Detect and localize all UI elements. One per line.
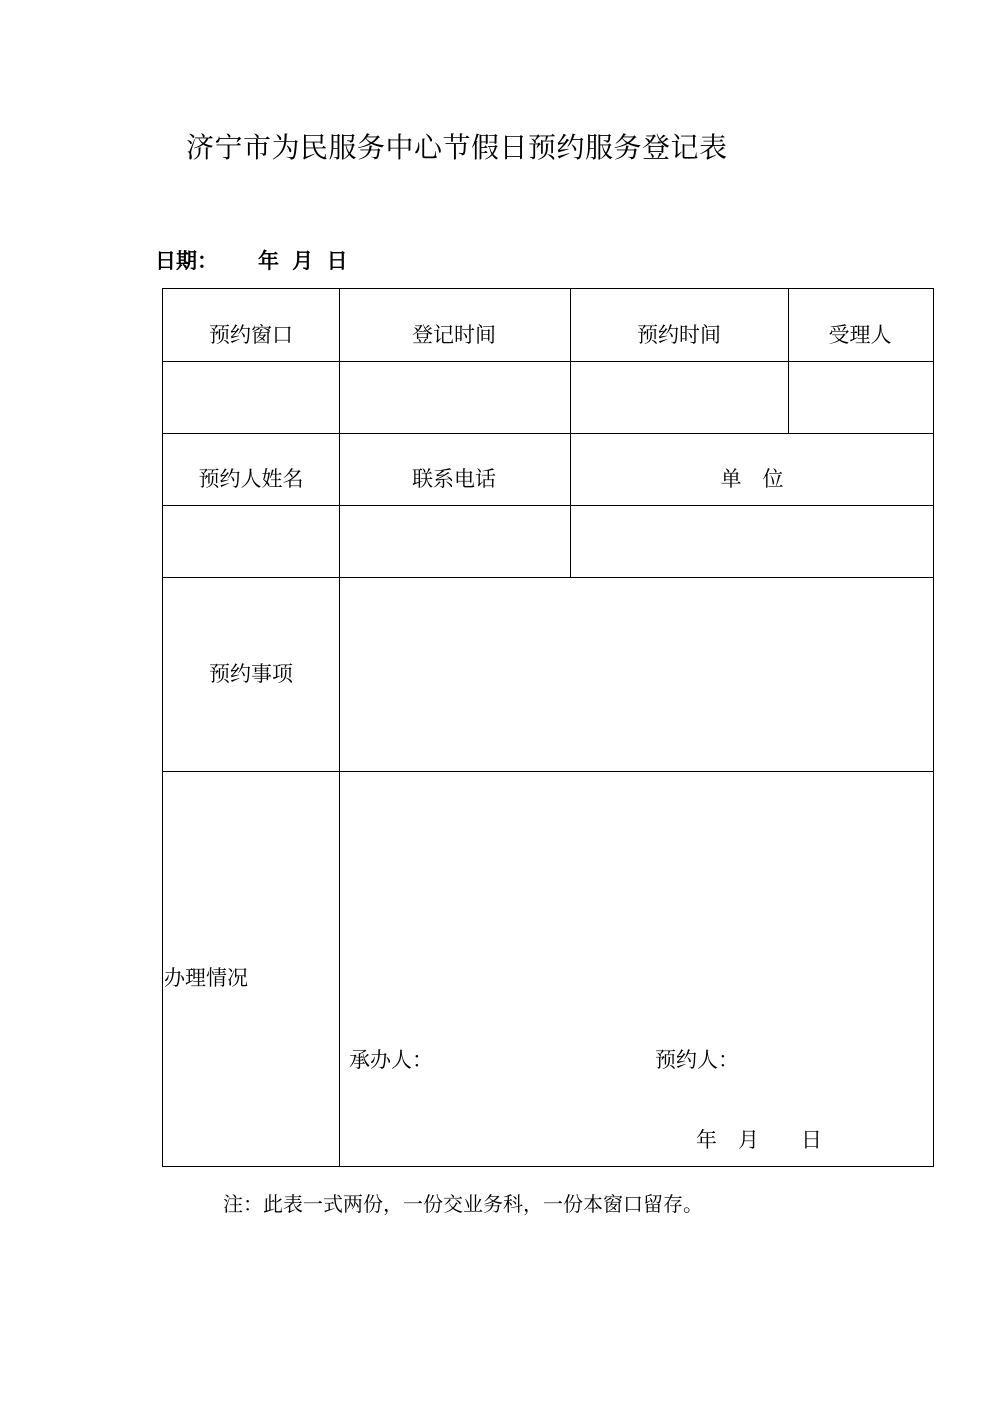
date-label: 日期： [155, 249, 218, 273]
input-register-time[interactable] [340, 362, 569, 432]
header-phone: 联系电话 [412, 467, 496, 491]
date-line [155, 246, 348, 276]
sign-date: 年 月 日 [696, 1128, 822, 1152]
input-matter[interactable] [340, 578, 932, 770]
input-handling[interactable] [340, 772, 932, 1032]
form-title: 济宁市为民服务中心节假日预约服务登记表 [186, 131, 728, 164]
undertaker-label: 承办人： [349, 1048, 433, 1072]
row-divider [163, 433, 933, 434]
date-value: 年 月 日 [258, 249, 348, 273]
input-window[interactable] [164, 362, 338, 432]
registration-form-table [162, 288, 934, 1167]
header-window: 预约窗口 [209, 323, 293, 347]
header-applicant-name: 预约人姓名 [198, 467, 304, 491]
footnote: 注：此表一式两份，一份交业务科，一份本窗口留存。 [223, 1192, 703, 1216]
input-handler[interactable] [789, 362, 932, 432]
header-handler: 受理人 [828, 323, 892, 347]
header-appointment-time: 预约时间 [637, 323, 721, 347]
input-applicant-name[interactable] [164, 506, 338, 576]
header-register-time: 登记时间 [412, 323, 496, 347]
input-unit[interactable] [571, 506, 932, 576]
matter-label: 预约事项 [209, 662, 293, 686]
applicant-sign-label: 预约人： [655, 1048, 739, 1072]
header-unit: 单 位 [720, 467, 784, 491]
handling-label: 办理情况 [164, 966, 248, 990]
input-appointment-time[interactable] [571, 362, 787, 432]
input-phone[interactable] [340, 506, 569, 576]
